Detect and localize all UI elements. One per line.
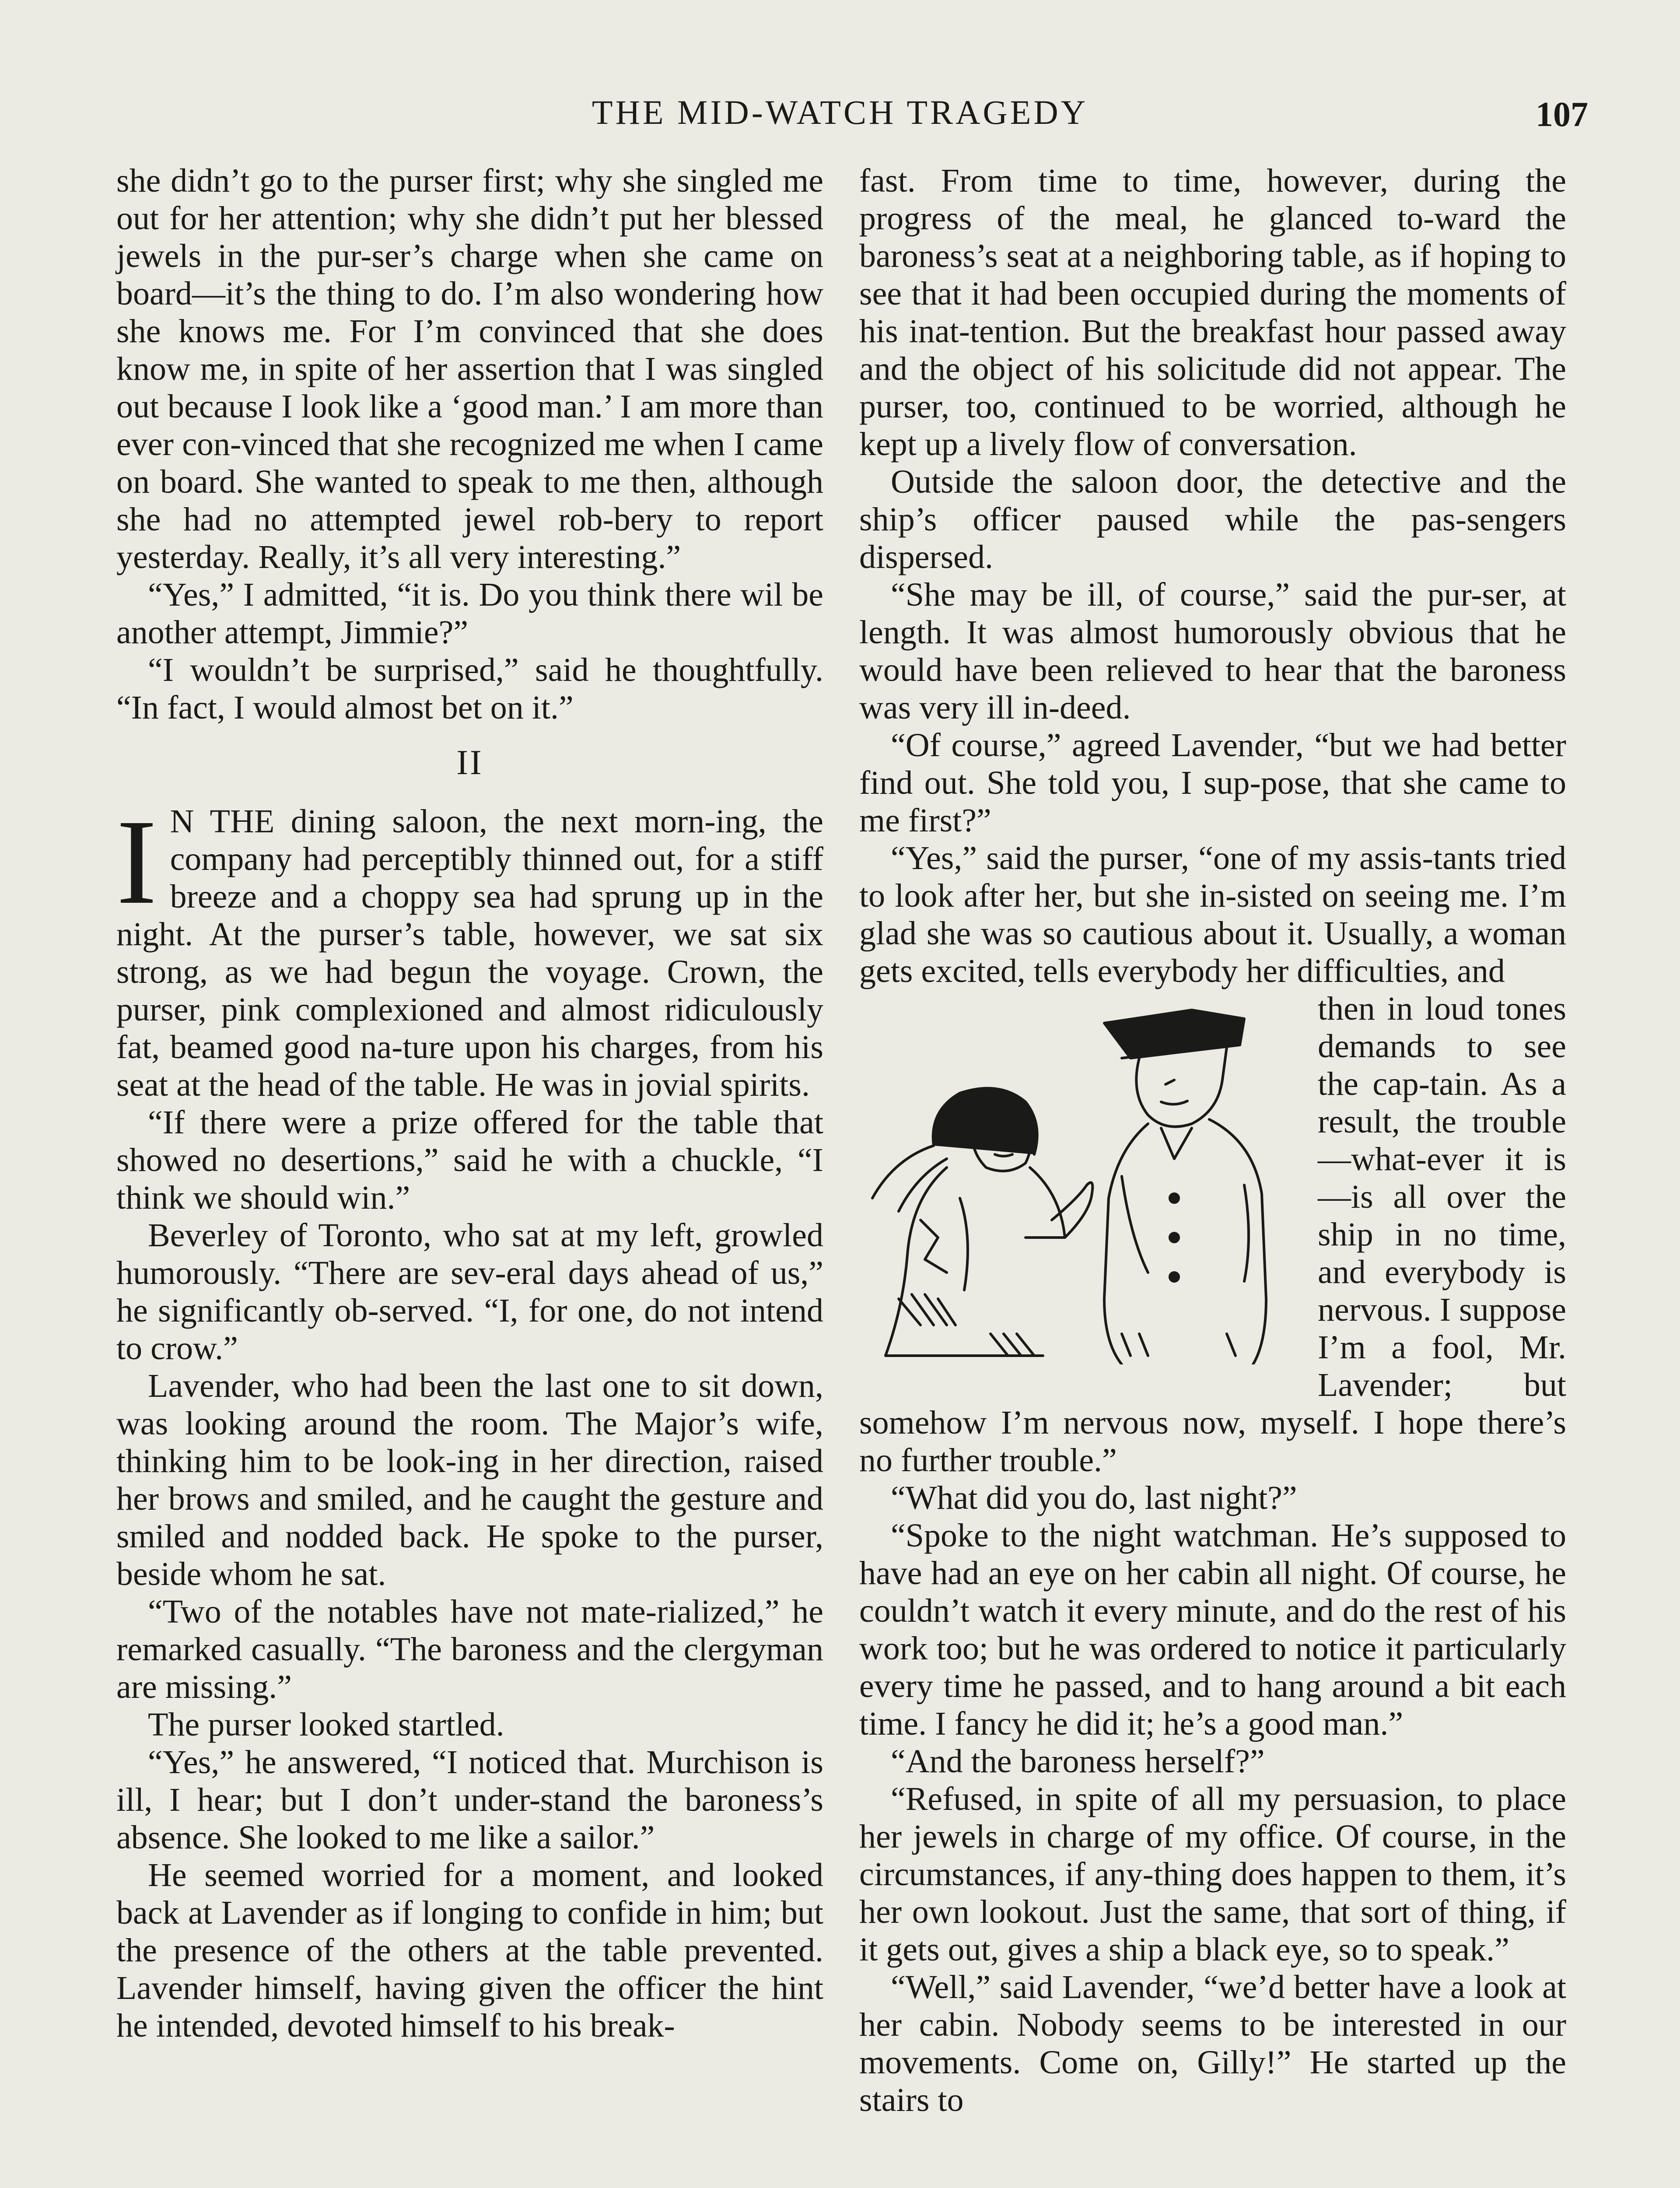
- paragraph: “Spoke to the night watchman. He’s supposed to have had an eye on her cabin all night. Of course, he couldn’t watch it every minute, and do the rest of his work too; but he was ordered to notice it particularly every time he passed, and to hang around a bit each time. I fancy he did it; he’s a good man.”: [859, 1517, 1566, 1742]
- paragraph: The purser looked startled.: [148, 1706, 504, 1743]
- running-title: THE MID-WATCH TRAGEDY: [592, 93, 1088, 131]
- paragraph: “Two of the notables have not mate-rialized,” he remarked casually. “The baroness and the clergyman are missing.”: [116, 1593, 823, 1705]
- paragraph-wrapped: then in loud tones demands to see the cap-tain. As a result, the trouble—what-ever it is—is all over the ship in no time, and everybody is nervous. I suppose I’m a fool, Mr. Lavender; but somehow I’m nervous now, myself. I hope there’s no further trouble.”: [859, 990, 1566, 1479]
- woman-and-officer-illustration: [859, 992, 1302, 1364]
- paragraph: Lavender, who had been the last one to sit down, was looking around the room. The Major’s wife, thinking him to be look-ing in her direction, raised her brows and smiled, and he caught the gesture and smiled and nodded back. He spoke to the purser, beside whom he sat.: [116, 1368, 823, 1592]
- paragraph: “If there were a prize offered for the table that showed no desertions,” said he with a chuckle, “I think we should win.”: [116, 1104, 823, 1216]
- paragraph: she didn’t go to the purser first; why she singled me out for her attention; why she didn’t put her blessed jewels in the pur-ser’s charge when she came on board—it’s the thing to do. I’m also wondering how she knows me. For I’m convinced that she does know me, in spite of her assertion that I was singled out because I look like a ‘good man.’ I am more than ever con-vinced that she recognized me when I came on board. She wanted to speak to me then, although she had no attempted jewel rob-bery to report yesterday. Really, it’s all very interesting.”: [116, 162, 823, 575]
- paragraph: “Well,” said Lavender, “we’d better have a look at her cabin. Nobody seems to be interested in our movements. Come on, Gilly!” He started up the stairs to: [859, 1969, 1566, 2118]
- paragraph: “And the baroness herself?”: [891, 1743, 1265, 1780]
- paragraph: “I wouldn’t be surprised,” said he thoughtfully. “In fact, I would almost bet on it.”: [116, 652, 823, 726]
- drop-cap: I: [116, 795, 157, 929]
- section-number: II: [456, 743, 483, 782]
- illustration-svg: [859, 992, 1302, 1364]
- paragraph: “She may be ill, of course,” said the pur-ser, at length. It was almost humorously obvious that he would have been relieved to hear that the baroness was very ill in-deed.: [859, 576, 1566, 726]
- opening-paragraph: [116, 795, 824, 1104]
- paragraph: “Yes,” said the purser, “one of my assis-tants tried to look after her, but she in-sisted on seeing me. I’m glad she was so cautious about it. Usually, a woman gets excited, tells everybody her difficulties, and: [859, 840, 1566, 989]
- left-column: [116, 162, 823, 2044]
- paragraph: He seemed worried for a moment, and looked back at Lavender as if longing to confide in him; but the presence of the others at the table prevented. Lavender himself, having given the officer the hint he intended, devoted himself to his break-: [116, 1857, 823, 2044]
- paragraph: “Refused, in spite of all my persuasion, to place her jewels in charge of my office. Of course, in the circumstances, if any-thing does happen to them, it’s her own lookout. Just the same, that sort of thing, if it gets out, gives a ship a black eye, so to speak.”: [859, 1781, 1566, 1968]
- paragraph: fast. From time to time, however, during the progress of the meal, he glanced to-ward the baroness’s seat at a neighboring table, as if hoping to see that it had been occupied during the moments of his inat-tention. But the breakfast hour passed away and the object of his solicitude did not appear. The purser, too, continued to be worried, although he kept up a lively flow of conversation.: [859, 162, 1566, 463]
- paragraph: “Yes,” he answered, “I noticed that. Murchison is ill, I hear; but I don’t under-stand the baroness’s absence. She looked to me like a sailor.”: [116, 1744, 823, 1856]
- right-column: [859, 162, 1566, 2119]
- lead-in: N THE: [170, 803, 275, 840]
- page-number: 107: [1536, 95, 1588, 134]
- paragraph: Beverley of Toronto, who sat at my left, growled humorously. “There are sev-eral days ahead of us,” he significantly ob-served. “I, for one, do not intend to crow.”: [116, 1217, 823, 1367]
- paragraph: “Of course,” agreed Lavender, “but we had better find out. She told you, I sup-pose, that she came to me first?”: [859, 727, 1566, 839]
- paragraph: Outside the saloon door, the detective and the ship’s officer paused while the pas-sengers dispersed.: [859, 463, 1566, 575]
- paragraph: “Yes,” I admitted, “it is. Do you think there wil be another attempt, Jimmie?”: [116, 576, 823, 651]
- paragraph: “What did you do, last night?”: [891, 1480, 1297, 1516]
- paragraph-text: dining saloon, the next morn-ing, the company had perceptibly thinned out, for a stiff breeze and a choppy sea had sprung up in the night. At the purser’s table, however, we sat six strong, as we had begun the voyage. Crown, the purser, pink complexioned and almost ridiculously fat, beamed good na-ture upon his charges, from his seat at the head of the table. He was in jovial spirits.: [116, 803, 824, 1103]
